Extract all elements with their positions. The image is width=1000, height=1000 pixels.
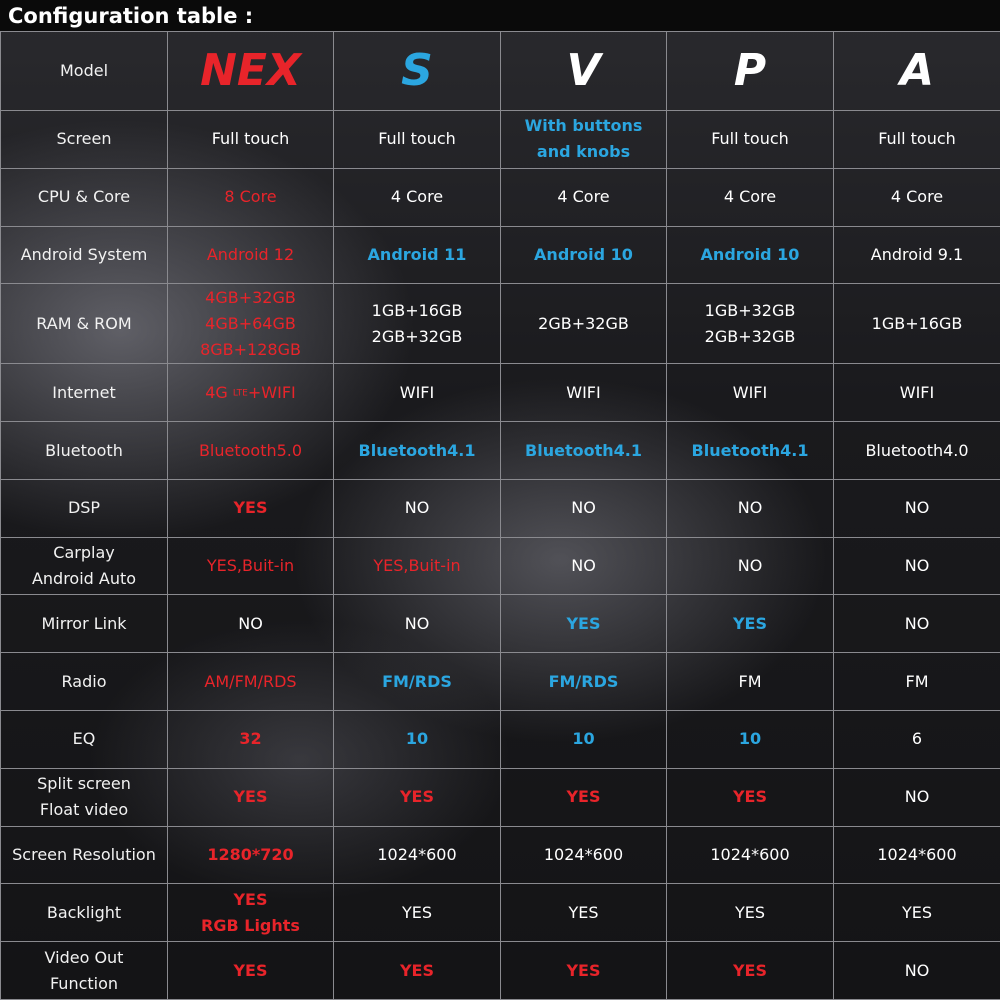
row-label [1,364,168,422]
spec-value-cell [667,168,834,226]
spec-value-text: WIFI [899,382,935,402]
spec-value-cell [667,422,834,480]
spec-value-text: Bluetooth4.0 [865,440,969,460]
spec-value-cell [168,942,334,1000]
spec-value-cell [834,537,1000,595]
spec-value-cell [501,537,667,595]
spec-value-text [170,380,331,407]
spec-value-cell [334,537,501,595]
model-name: P [733,45,767,97]
spec-value-text: 8 Core [224,187,277,207]
row-label [1,226,168,284]
spec-value-text: YES [732,960,768,980]
row-label [1,111,168,169]
spec-value-text: 6 [911,729,923,749]
spec-value-cell [334,942,501,1000]
spec-row [1,653,1000,711]
row-label-text: Screen Resolution [12,844,156,864]
spec-value-text: NO [904,556,930,576]
spec-value-text: YES [566,787,601,807]
row-label [1,595,168,653]
row-label-text: Backlight [46,902,122,922]
spec-value-cell [334,422,501,480]
spec-value-cell [834,942,1000,1000]
row-label-text: Float video [39,800,129,820]
spec-value-text: WIFI [566,382,601,402]
spec-value-text: 1024*600 [877,844,957,864]
row-label [1,537,168,595]
spec-value-cell [168,595,334,653]
spec-value-cell [834,226,1000,284]
spec-value-cell [501,768,667,826]
row-label-text: Android System [20,244,148,264]
spec-value-cell [834,653,1000,711]
spec-value-text: 10 [738,729,762,749]
spec-row [1,884,1000,942]
spec-row [1,711,1000,769]
row-label [1,168,168,226]
spec-value-cell [168,226,334,284]
spec-row [1,422,1000,480]
spec-value-cell [501,826,667,884]
spec-value-text: 10 [405,729,429,749]
spec-value-cell [334,595,501,653]
spec-value-cell [334,364,501,422]
spec-value-cell [834,595,1000,653]
spec-row [1,364,1000,422]
row-label [1,884,168,942]
spec-value-text: 2GB+32GB [371,326,463,346]
spec-value-cell [501,284,667,364]
page-title: Configuration table : [8,4,254,28]
spec-row [1,768,1000,826]
row-label-text: Bluetooth [45,440,123,460]
spec-value-cell [501,111,667,169]
spec-value-cell [334,226,501,284]
spec-value-cell [667,826,834,884]
spec-value-cell [667,942,834,1000]
spec-value-text: YES [566,960,601,980]
spec-value-text: NO [571,556,596,576]
spec-value-text: NO [904,960,930,980]
spec-value-cell [168,711,334,769]
spec-value-cell [168,479,334,537]
spec-value-text: YES,Buit-in [206,556,295,576]
spec-value-text: 1GB+16GB [371,300,463,320]
spec-value-text: Android 11 [367,244,467,264]
row-label [1,284,168,364]
row-label-text: Internet [52,382,116,402]
spec-value-text: YES [233,498,268,518]
spec-value-text: NO [571,498,596,518]
spec-value-cell [334,653,501,711]
spec-value-text: NO [737,498,763,518]
row-label [1,479,168,537]
spec-value-text: YES [233,787,268,807]
spec-value-text: 4GB+64GB [205,313,296,333]
spec-row [1,111,1000,169]
spec-value-cell [834,884,1000,942]
spec-value-cell [501,422,667,480]
model-name-cell [334,32,501,111]
spec-value-text: Android 10 [700,244,800,264]
spec-value-text: YES [399,787,435,807]
spec-value-cell [501,168,667,226]
spec-value-cell [334,168,501,226]
spec-value-text: Bluetooth4.1 [691,440,809,460]
spec-value-cell [834,768,1000,826]
row-label-text: Mirror Link [41,613,127,633]
row-label-text: Screen [56,129,112,149]
model-name-cell [168,32,334,111]
row-label [1,826,168,884]
spec-value-cell [667,884,834,942]
spec-value-cell [667,364,834,422]
spec-value-text: 10 [572,729,595,749]
spec-row [1,537,1000,595]
spec-value-text: Full touch [378,129,456,149]
spec-value-text: 2GB+32GB [704,326,796,346]
spec-value-text: Full touch [211,129,290,149]
spec-value-cell [168,653,334,711]
model-name-cell [667,32,834,111]
spec-value-text: 1GB+32GB [704,300,796,320]
spec-value-text: FM [738,671,762,691]
spec-value-text: NO [904,613,930,633]
row-label-text: Carplay [53,543,115,563]
spec-value-text: YES [566,613,601,633]
spec-value-text: YES [568,902,599,922]
row-label-text: DSP [67,498,101,518]
spec-value-cell [667,284,834,364]
spec-value-text: 4 Core [890,187,944,207]
spec-value-text: 2GB+32GB [538,313,629,333]
spec-value-cell [834,422,1000,480]
row-label [1,942,168,1000]
spec-value-cell [834,479,1000,537]
spec-value-text: 1GB+16GB [871,313,963,333]
configuration-table [0,31,1000,1000]
spec-value-cell [667,479,834,537]
spec-value-text: Bluetooth4.1 [525,440,642,460]
row-label-text: Split screen [37,774,131,794]
spec-value-cell [834,111,1000,169]
spec-value-text: Android 9.1 [870,244,964,264]
row-label-text: CPU & Core [37,187,131,207]
model-name-cell [834,32,1000,111]
spec-value-text: YES [732,613,768,633]
spec-value-cell [168,168,334,226]
spec-value-text: YES [233,960,268,980]
spec-value-text: Bluetooth5.0 [198,440,303,460]
spec-value-text: FM/RDS [382,671,452,691]
spec-value-cell [667,111,834,169]
spec-value-cell [834,284,1000,364]
spec-value-cell [834,364,1000,422]
spec-value-cell [667,537,834,595]
spec-value-text: YES [233,889,268,909]
spec-value-cell [334,884,501,942]
spec-value-text: 4 Core [723,187,777,207]
spec-value-cell [834,826,1000,884]
spec-value-text: FM [905,671,929,691]
lte-suffix: +WIFI [247,382,296,402]
spec-value-cell [168,826,334,884]
spec-value-cell [334,826,501,884]
spec-value-cell [501,364,667,422]
spec-value-cell [168,422,334,480]
spec-value-text: Bluetooth4.1 [358,440,476,460]
model-header-row [1,32,1000,111]
spec-value-text: 1024*600 [710,844,790,864]
lte-prefix: 4G [205,382,233,402]
spec-value-text: With buttons [524,116,643,136]
spec-value-text: Android 12 [206,244,295,264]
spec-value-text: WIFI [732,382,768,402]
spec-value-text: 4GB+32GB [205,287,296,307]
spec-value-cell [501,942,667,1000]
spec-value-cell [667,653,834,711]
spec-value-text: 4 Core [390,187,444,207]
spec-value-text: YES [901,902,933,922]
spec-value-cell [667,711,834,769]
spec-value-text: 1024*600 [377,844,457,864]
row-label-text: EQ [72,729,96,749]
spec-row [1,826,1000,884]
spec-value-text: YES [399,960,435,980]
spec-value-text: Android 10 [534,244,633,264]
spec-value-cell [168,884,334,942]
spec-value-cell [501,884,667,942]
row-label [1,711,168,769]
spec-value-text: YES,Buit-in [373,556,461,576]
row-label [1,422,168,480]
spec-value-text: 1280*720 [207,844,294,864]
spec-value-cell [168,364,334,422]
spec-row [1,479,1000,537]
model-name: A [899,45,935,97]
row-label-model: Model [1,32,168,111]
spec-row [1,226,1000,284]
spec-value-text: FM/RDS [548,671,619,691]
row-label [1,768,168,826]
spec-value-cell [834,711,1000,769]
spec-value-text: 1024*600 [543,844,624,864]
spec-value-text: YES [732,787,768,807]
spec-value-cell [667,595,834,653]
spec-value-text: Full touch [878,129,956,149]
row-label-text: Video Out [44,947,124,967]
spec-row [1,168,1000,226]
spec-value-text: RGB Lights [201,915,300,935]
spec-value-cell [501,653,667,711]
spec-value-text: AM/FM/RDS [204,671,297,691]
spec-value-text: NO [904,498,930,518]
lte-badge: LTE [232,388,248,399]
spec-value-text: 8GB+128GB [200,339,301,359]
spec-value-text: NO [904,787,930,807]
spec-value-cell [334,711,501,769]
row-label-text: Function [49,973,119,993]
spec-value-text: NO [737,556,763,576]
spec-value-text: Full touch [711,129,789,149]
row-label-text: Radio [61,671,107,691]
model-name-cell [501,32,667,111]
spec-value-cell [168,768,334,826]
spec-value-cell [667,226,834,284]
model-name: NEX [200,45,301,97]
spec-value-text: YES [734,902,766,922]
spec-value-cell [501,711,667,769]
row-label-text: RAM & ROM [36,313,132,333]
spec-value-text: NO [404,498,430,518]
spec-value-cell [334,111,501,169]
spec-row [1,284,1000,364]
row-label [1,653,168,711]
model-name: S [401,45,433,97]
spec-value-cell [334,479,501,537]
spec-row [1,595,1000,653]
spec-row [1,942,1000,1000]
spec-value-cell [168,111,334,169]
spec-value-cell [334,284,501,364]
spec-value-text: 32 [239,729,262,749]
spec-value-cell [667,768,834,826]
spec-value-text: NO [404,613,430,633]
spec-value-cell [168,284,334,364]
spec-value-text: 4 Core [557,187,610,207]
spec-value-text: and knobs [536,142,631,162]
spec-value-cell [501,595,667,653]
spec-value-cell [501,479,667,537]
model-name: V [566,45,601,97]
spec-value-cell [334,768,501,826]
spec-value-text: WIFI [399,382,435,402]
spec-value-cell [834,168,1000,226]
spec-value-text: NO [238,613,263,633]
row-label-text: Android Auto [31,569,137,589]
spec-value-cell [501,226,667,284]
spec-value-text: YES [401,902,433,922]
spec-value-cell [168,537,334,595]
